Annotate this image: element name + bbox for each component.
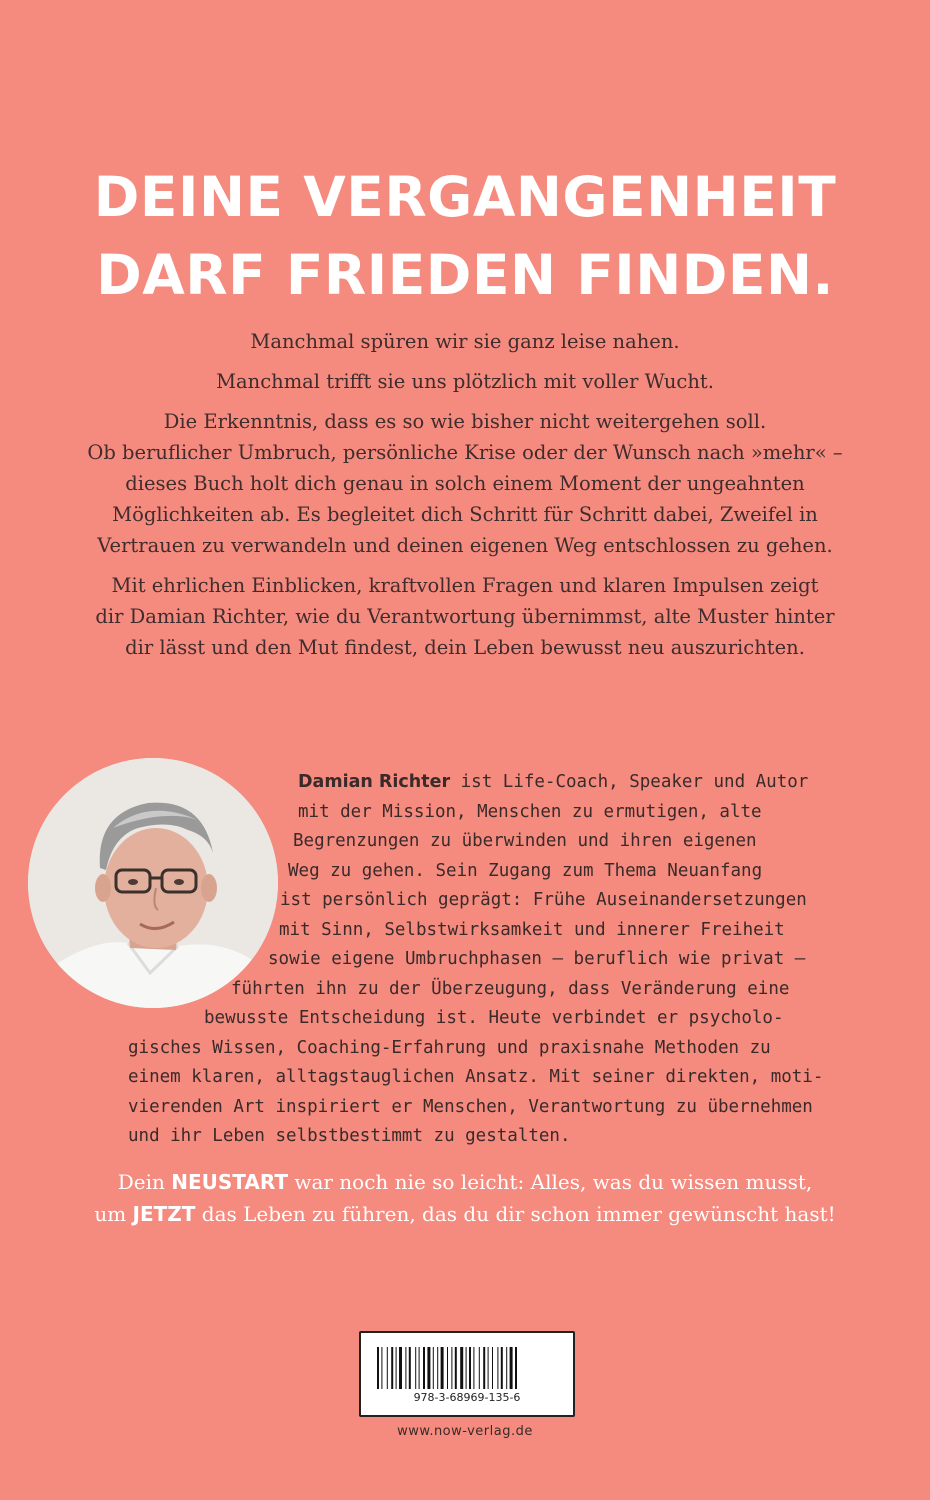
closing-text: Dein [117,1170,172,1194]
barcode-bar [501,1347,503,1389]
bio-line: einem klaren, alltagstauglichen Ansatz. Mit seiner direkten, moti- [128,1067,824,1087]
closing-emphasis: JETZT [132,1202,196,1226]
barcode-bar [455,1347,457,1389]
barcode-bar [391,1347,393,1389]
intro-line: Möglichkeiten ab. Es begleitet dich Schritt für Schritt dabei, Zweifel in [112,503,818,526]
bio-line-text: ist Life-Coach, Speaker und Autor [450,772,809,792]
intro-paragraph-2 [40,366,890,397]
barcode-bar [469,1347,471,1389]
isbn-number: 978-3-68969-135-6 [413,1391,521,1404]
barcode-bar [510,1347,513,1389]
intro-line: Manchmal spüren wir sie ganz leise nahen. [250,330,680,353]
intro-line: Die Erkenntnis, dass es so wie bisher nicht weitergehen soll. [163,410,767,433]
author-name: Damian Richter [298,772,451,792]
intro-line: Ob beruflicher Umbruch, persönliche Krise oder der Wunsch nach »mehr« – [87,441,843,464]
bio-line: und ihr Leben selbstbestimmt zu gestalten. [128,1126,571,1146]
closing-line-1 [0,1166,930,1198]
publisher-url: www.now-verlag.de [397,1424,533,1439]
barcode-bar [483,1347,485,1389]
bio-line: mit der Mission, Menschen zu ermutigen, alte [298,801,762,822]
intro-paragraph-3 [40,406,890,561]
bio-line: mit Sinn, Selbstwirksamkeit und innerer Freiheit [279,919,785,940]
bio-line: bewusste Entscheidung ist. Heute verbindet er psycholo- [204,1008,784,1028]
closing-text: um [94,1202,133,1226]
barcode-bar [415,1347,416,1389]
closing-statement [0,1166,930,1230]
barcode-bar [447,1347,448,1389]
closing-text: das Leben zu führen, das du dir schon immer gewünscht hast! [195,1202,836,1226]
barcode-bar [419,1347,420,1389]
intro-paragraph-4 [40,570,890,663]
headline [0,158,930,314]
barcode-bar [488,1347,489,1389]
intro-line: Vertrauen zu verwandeln und deinen eigenen Weg entschlossen zu gehen. [97,534,833,557]
barcode-bar [399,1347,402,1389]
barcode-bar [473,1347,474,1389]
bio-line: Begrenzungen zu überwinden und ihren eigenen [293,831,757,851]
bio-line: sowie eigene Umbruchphasen – beruflich wie privat – [268,949,806,969]
barcode-bar [433,1347,434,1389]
barcode-bar [377,1347,379,1389]
intro-line: dir Damian Richter, wie du Verantwortung übernimmst, alte Muster hinter [95,605,835,628]
barcode-bar [437,1347,438,1389]
barcode-bar [409,1347,411,1389]
intro-line: dir lässt und den Mut findest, dein Leben bewusst neu auszurichten. [125,636,805,659]
bio-line: führten ihn zu der Überzeugung, dass Veränderung eine [231,978,790,999]
bio-line: gisches Wissen, Coaching-Erfahrung und praxisnahe Methoden zu [128,1037,771,1058]
headline-line-2: DARF FRIEDEN FINDEN. [96,243,834,307]
barcode-bar [441,1347,444,1389]
barcode-bar [492,1347,493,1389]
barcode [359,1331,575,1417]
barcode-bar [466,1347,467,1389]
author-portrait-illustration [28,758,278,1008]
bio-line: vierenden Art inspiriert er Menschen, Verantwortung zu übernehmen [128,1096,813,1117]
closing-text: war noch nie so leicht: Alles, was du wissen musst, [287,1170,813,1194]
intro-line: Manchmal trifft sie uns plötzlich mit voller Wucht. [216,370,714,393]
barcode-bar [396,1347,397,1389]
closing-line-2 [0,1198,930,1230]
intro-paragraph-1 [40,326,890,357]
barcode-bar [423,1347,425,1389]
intro-line: dieses Buch holt dich genau in solch einem Moment der ungeahnten [125,472,805,495]
bio-line: ist persönlich geprägt: Frühe Auseinandersetzungen [280,890,807,910]
barcode-bar [451,1347,452,1389]
closing-emphasis: NEUSTART [171,1170,288,1194]
barcode-bar [506,1347,507,1389]
barcode-bar [427,1347,430,1389]
barcode-bar [387,1347,388,1389]
barcode-bar [460,1347,463,1389]
intro-line: Mit ehrlichen Einblicken, kraftvollen Fragen und klaren Impulsen zeigt [111,574,819,597]
barcode-bar [381,1347,382,1389]
barcode-bar [479,1347,480,1389]
intro-text [40,326,890,663]
bio-line: Weg zu gehen. Sein Zugang zum Thema Neuanfang [288,860,763,881]
barcode-bar [405,1347,406,1389]
bio-line-1 [298,768,808,798]
barcode-bar [515,1347,517,1389]
barcode-bars [375,1347,559,1389]
author-photo [28,758,278,1008]
headline-line-1: DEINE VERGANGENHEIT [93,165,837,229]
barcode-bar [497,1347,498,1389]
